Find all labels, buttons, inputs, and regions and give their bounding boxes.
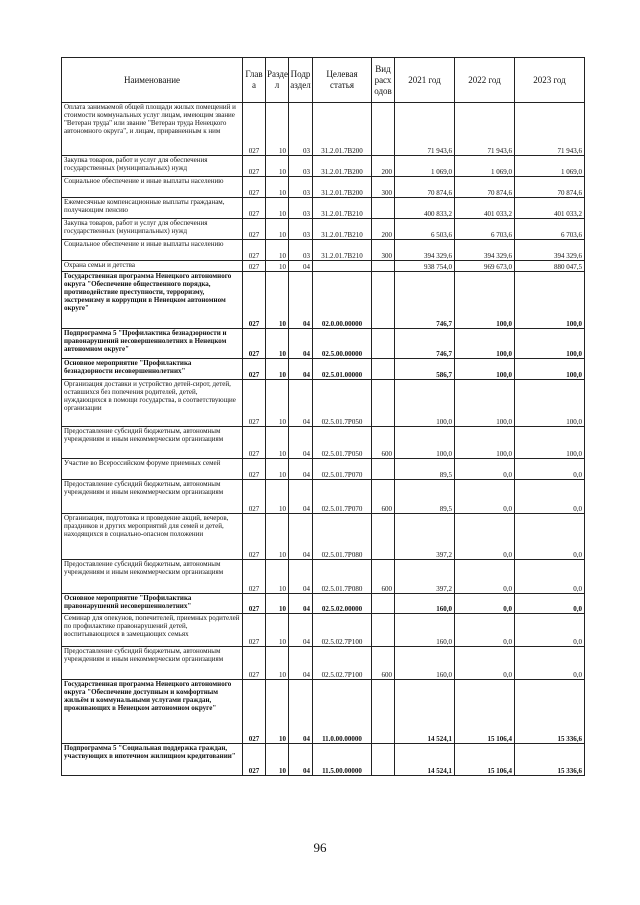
cell-target-article: 31.2.01.7В200 — [313, 177, 372, 198]
cell-amount-2022: 100,0 — [455, 359, 515, 380]
cell-name: Закупка товаров, работ и услуг для обеспечения государственных (муниципальных) нужд — [62, 219, 243, 240]
cell-name: Охрана семьи и детства — [62, 261, 243, 272]
cell-amount-2023: 0,0 — [515, 514, 585, 560]
header-row — [62, 58, 585, 103]
cell-target-article: 02.5.01.7Р070 — [313, 480, 372, 514]
cell-amount-2023: 15 336,6 — [515, 744, 585, 776]
cell-amount-2023: 880 047,5 — [515, 261, 585, 272]
cell-glava: 027 — [243, 240, 266, 261]
cell-podrazdel: 04 — [289, 614, 313, 647]
cell-amount-2023: 0,0 — [515, 459, 585, 480]
cell-name: Семинар для опекунов, попечителей, приемных родителей по профилактике правонарушений детей, воспитывающихся в замещающих семьях — [62, 614, 243, 647]
cell-expense-type: 600 — [372, 427, 395, 459]
cell-podrazdel: 04 — [289, 480, 313, 514]
cell-target-article: 02.5.01.7Р050 — [313, 427, 372, 459]
cell-razdel: 10 — [266, 103, 289, 156]
cell-podrazdel: 04 — [289, 427, 313, 459]
cell-name: Основное мероприятие "Профилактика безнадзорности несовершеннолетних" — [62, 359, 243, 380]
cell-glava: 027 — [243, 459, 266, 480]
cell-amount-2023: 0,0 — [515, 560, 585, 594]
cell-amount-2021: 397,2 — [395, 514, 455, 560]
header-year-2021: 2021 год — [395, 58, 455, 103]
cell-amount-2022: 70 874,6 — [455, 177, 515, 198]
cell-expense-type — [372, 594, 395, 614]
cell-amount-2023: 100,0 — [515, 329, 585, 359]
table-row — [62, 594, 585, 614]
cell-amount-2023: 100,0 — [515, 380, 585, 427]
table-row — [62, 459, 585, 480]
cell-expense-type — [372, 514, 395, 560]
cell-name: Социальное обеспечение и иные выплаты населению — [62, 240, 243, 261]
cell-amount-2021: 160,0 — [395, 614, 455, 647]
cell-amount-2022: 71 943,6 — [455, 103, 515, 156]
cell-podrazdel: 04 — [289, 744, 313, 776]
cell-amount-2022: 100,0 — [455, 329, 515, 359]
cell-amount-2023: 401 033,2 — [515, 198, 585, 219]
cell-amount-2023: 15 336,6 — [515, 680, 585, 744]
cell-expense-type: 600 — [372, 560, 395, 594]
cell-amount-2023: 0,0 — [515, 614, 585, 647]
cell-target-article: 11.5.00.00000 — [313, 744, 372, 776]
cell-podrazdel: 04 — [289, 329, 313, 359]
cell-expense-type — [372, 359, 395, 380]
cell-podrazdel: 04 — [289, 560, 313, 594]
table-row — [62, 329, 585, 359]
cell-amount-2021: 1 069,0 — [395, 156, 455, 177]
cell-name: Оплата занимаемой общей площади жилых помещений и стоимости коммунальных услуг лицам, имеющим звание "Ветеран труда" или звание "Ветеран труда Ненецкого автономного округа", и лицам, приравненным к ним — [62, 103, 243, 156]
cell-expense-type — [372, 272, 395, 329]
cell-razdel: 10 — [266, 427, 289, 459]
cell-amount-2022: 0,0 — [455, 514, 515, 560]
cell-amount-2021: 394 329,6 — [395, 240, 455, 261]
cell-razdel: 10 — [266, 459, 289, 480]
cell-name: Государственная программа Ненецкого автономного округа "Обеспечение доступным и комфортным жильём и коммунальными услугами граждан, проживающих в Ненецком автономном округе" — [62, 680, 243, 744]
cell-glava: 027 — [243, 103, 266, 156]
cell-expense-type — [372, 103, 395, 156]
cell-target-article: 02.5.01.7Р080 — [313, 514, 372, 560]
cell-glava: 027 — [243, 177, 266, 198]
cell-glava: 027 — [243, 156, 266, 177]
cell-razdel: 10 — [266, 514, 289, 560]
cell-name: Предоставление субсидий бюджетным, автономным учреждениям и иным некоммерческим организациям — [62, 647, 243, 680]
table-body — [62, 103, 585, 776]
cell-razdel: 10 — [266, 177, 289, 198]
cell-expense-type: 600 — [372, 480, 395, 514]
table-row — [62, 198, 585, 219]
table-row — [62, 261, 585, 272]
table-row — [62, 177, 585, 198]
cell-razdel: 10 — [266, 594, 289, 614]
cell-target-article: 02.0.00.00000 — [313, 272, 372, 329]
cell-name: Организация доставки и устройство детей-сирот, детей, оставшихся без попечения родителей, детей, нуждающихся в помощи государства, в соответствующие организации — [62, 380, 243, 427]
cell-amount-2021: 397,2 — [395, 560, 455, 594]
table-row — [62, 614, 585, 647]
cell-expense-type — [372, 198, 395, 219]
cell-razdel: 10 — [266, 219, 289, 240]
cell-glava: 027 — [243, 198, 266, 219]
table-row — [62, 380, 585, 427]
cell-amount-2022: 0,0 — [455, 594, 515, 614]
cell-target-article: 02.5.01.7Р070 — [313, 459, 372, 480]
cell-amount-2021: 70 874,6 — [395, 177, 455, 198]
cell-razdel: 10 — [266, 272, 289, 329]
cell-expense-type: 300 — [372, 240, 395, 261]
cell-glava: 027 — [243, 272, 266, 329]
cell-glava: 027 — [243, 614, 266, 647]
cell-glava: 027 — [243, 680, 266, 744]
cell-amount-2021: 160,0 — [395, 647, 455, 680]
cell-razdel: 10 — [266, 560, 289, 594]
cell-expense-type — [372, 380, 395, 427]
cell-glava: 027 — [243, 514, 266, 560]
cell-razdel: 10 — [266, 680, 289, 744]
cell-razdel: 10 — [266, 329, 289, 359]
cell-expense-type — [372, 680, 395, 744]
cell-amount-2023: 71 943,6 — [515, 103, 585, 156]
cell-razdel: 10 — [266, 380, 289, 427]
cell-amount-2022: 100,0 — [455, 427, 515, 459]
header-name: Наименование — [62, 58, 243, 103]
table-row — [62, 103, 585, 156]
page-number: 96 — [313, 840, 327, 855]
cell-razdel: 10 — [266, 240, 289, 261]
table-row — [62, 480, 585, 514]
cell-podrazdel: 03 — [289, 198, 313, 219]
header-target-article: Целевая статья — [313, 58, 372, 103]
table-row — [62, 647, 585, 680]
cell-podrazdel: 04 — [289, 459, 313, 480]
cell-target-article: 31.2.01.7В210 — [313, 219, 372, 240]
cell-razdel: 10 — [266, 261, 289, 272]
cell-name: Предоставление субсидий бюджетным, автономным учреждениям и иным некоммерческим организациям — [62, 427, 243, 459]
cell-glava: 027 — [243, 427, 266, 459]
cell-razdel: 10 — [266, 198, 289, 219]
cell-amount-2023: 1 069,0 — [515, 156, 585, 177]
cell-name: Государственная программа Ненецкого автономного округа "Обеспечение общественного порядка, противодействие преступности, терроризму, экстремизму и коррупции в Ненецком автономном округе" — [62, 272, 243, 329]
cell-podrazdel: 04 — [289, 514, 313, 560]
cell-target-article: 02.5.01.7Р080 — [313, 560, 372, 594]
cell-podrazdel: 04 — [289, 272, 313, 329]
cell-amount-2021: 746,7 — [395, 272, 455, 329]
cell-razdel: 10 — [266, 480, 289, 514]
cell-podrazdel: 03 — [289, 177, 313, 198]
cell-amount-2022: 1 069,0 — [455, 156, 515, 177]
cell-glava: 027 — [243, 380, 266, 427]
cell-podrazdel: 03 — [289, 103, 313, 156]
cell-amount-2023: 0,0 — [515, 594, 585, 614]
cell-target-article: 02.5.02.7Р100 — [313, 647, 372, 680]
cell-amount-2021: 89,5 — [395, 459, 455, 480]
cell-amount-2023: 70 874,6 — [515, 177, 585, 198]
cell-expense-type — [372, 261, 395, 272]
cell-podrazdel: 04 — [289, 647, 313, 680]
cell-amount-2023: 100,0 — [515, 359, 585, 380]
budget-table — [61, 57, 585, 776]
header-year-2022: 2022 год — [455, 58, 515, 103]
cell-razdel: 10 — [266, 647, 289, 680]
cell-amount-2022: 969 673,0 — [455, 261, 515, 272]
table-row — [62, 560, 585, 594]
cell-expense-type — [372, 459, 395, 480]
cell-name: Предоставление субсидий бюджетным, автономным учреждениям и иным некоммерческим организациям — [62, 480, 243, 514]
cell-target-article: 02.5.02.00000 — [313, 594, 372, 614]
cell-amount-2022: 15 106,4 — [455, 680, 515, 744]
cell-razdel: 10 — [266, 744, 289, 776]
table-row — [62, 240, 585, 261]
cell-name: Участие во Всероссийском форуме приемных семей — [62, 459, 243, 480]
cell-name: Подпрограмма 5 "Профилактика безнадзорности и правонарушений несовершеннолетних в Ненецком автономном округе" — [62, 329, 243, 359]
cell-amount-2023: 394 329,6 — [515, 240, 585, 261]
table-row — [62, 272, 585, 329]
cell-target-article — [313, 261, 372, 272]
cell-podrazdel: 04 — [289, 680, 313, 744]
cell-amount-2021: 586,7 — [395, 359, 455, 380]
cell-name: Основное мероприятие "Профилактика правонарушений несовершеннолетних" — [62, 594, 243, 614]
cell-amount-2021: 100,0 — [395, 427, 455, 459]
cell-amount-2022: 100,0 — [455, 272, 515, 329]
cell-glava: 027 — [243, 359, 266, 380]
cell-razdel: 10 — [266, 614, 289, 647]
cell-name: Ежемесячные компенсационные выплаты гражданам, получающим пенсию — [62, 198, 243, 219]
cell-name: Предоставление субсидий бюджетным, автономным учреждениям и иным некоммерческим организациям — [62, 560, 243, 594]
cell-expense-type — [372, 744, 395, 776]
cell-amount-2021: 400 833,2 — [395, 198, 455, 219]
cell-amount-2021: 14 524,1 — [395, 744, 455, 776]
cell-target-article: 11.0.00.00000 — [313, 680, 372, 744]
cell-amount-2022: 6 703,6 — [455, 219, 515, 240]
cell-podrazdel: 04 — [289, 380, 313, 427]
cell-amount-2022: 0,0 — [455, 480, 515, 514]
cell-target-article: 31.2.01.7В200 — [313, 156, 372, 177]
cell-amount-2023: 6 703,6 — [515, 219, 585, 240]
cell-expense-type: 300 — [372, 177, 395, 198]
table-row — [62, 359, 585, 380]
cell-name: Социальное обеспечение и иные выплаты населению — [62, 177, 243, 198]
cell-expense-type: 600 — [372, 647, 395, 680]
cell-amount-2022: 15 106,4 — [455, 744, 515, 776]
cell-amount-2021: 71 943,6 — [395, 103, 455, 156]
header-year-2023: 2023 год — [515, 58, 585, 103]
table-row — [62, 680, 585, 744]
cell-amount-2021: 938 754,0 — [395, 261, 455, 272]
cell-amount-2021: 6 503,6 — [395, 219, 455, 240]
cell-target-article: 02.5.02.7Р100 — [313, 614, 372, 647]
cell-amount-2022: 100,0 — [455, 380, 515, 427]
cell-glava: 027 — [243, 744, 266, 776]
header-glava: Глав а — [243, 58, 266, 103]
cell-glava: 027 — [243, 480, 266, 514]
table-row — [62, 219, 585, 240]
cell-amount-2021: 14 524,1 — [395, 680, 455, 744]
cell-name: Подпрограмма 5 "Социальная поддержка граждан, участвующих в ипотечном жилищном кредитовании" — [62, 744, 243, 776]
header-podrazdel: Подр аздел — [289, 58, 313, 103]
cell-amount-2022: 0,0 — [455, 647, 515, 680]
cell-podrazdel: 04 — [289, 594, 313, 614]
header-expense-type: Вид расх одов — [372, 58, 395, 103]
cell-glava: 027 — [243, 560, 266, 594]
cell-target-article: 31.2.01.7В210 — [313, 198, 372, 219]
cell-podrazdel: 03 — [289, 240, 313, 261]
cell-name: Закупка товаров, работ и услуг для обеспечения государственных (муниципальных) нужд — [62, 156, 243, 177]
cell-amount-2021: 100,0 — [395, 380, 455, 427]
cell-amount-2023: 0,0 — [515, 647, 585, 680]
table-row — [62, 514, 585, 560]
table-row — [62, 156, 585, 177]
cell-target-article: 31.2.01.7В200 — [313, 103, 372, 156]
cell-amount-2022: 394 329,6 — [455, 240, 515, 261]
table-row — [62, 744, 585, 776]
cell-podrazdel: 03 — [289, 156, 313, 177]
cell-razdel: 10 — [266, 156, 289, 177]
cell-target-article: 02.5.01.00000 — [313, 359, 372, 380]
cell-target-article: 02.5.00.00000 — [313, 329, 372, 359]
cell-target-article: 31.2.01.7В210 — [313, 240, 372, 261]
cell-glava: 027 — [243, 594, 266, 614]
cell-razdel: 10 — [266, 359, 289, 380]
cell-amount-2022: 0,0 — [455, 614, 515, 647]
cell-expense-type: 200 — [372, 219, 395, 240]
header-razdel: Разде л — [266, 58, 289, 103]
cell-target-article: 02.5.01.7Р050 — [313, 380, 372, 427]
cell-glava: 027 — [243, 329, 266, 359]
cell-amount-2023: 100,0 — [515, 427, 585, 459]
cell-glava: 027 — [243, 647, 266, 680]
cell-glava: 027 — [243, 219, 266, 240]
cell-podrazdel: 04 — [289, 261, 313, 272]
cell-amount-2022: 0,0 — [455, 459, 515, 480]
cell-amount-2022: 0,0 — [455, 560, 515, 594]
cell-amount-2023: 0,0 — [515, 480, 585, 514]
table-row — [62, 427, 585, 459]
cell-name: Организация, подготовка и проведение акций, вечеров, праздников и других мероприятий для семей и детей, находящихся в социально-опасном положении — [62, 514, 243, 560]
cell-podrazdel: 04 — [289, 359, 313, 380]
cell-glava: 027 — [243, 261, 266, 272]
cell-amount-2022: 401 033,2 — [455, 198, 515, 219]
cell-expense-type — [372, 614, 395, 647]
cell-amount-2021: 89,5 — [395, 480, 455, 514]
cell-amount-2021: 746,7 — [395, 329, 455, 359]
cell-amount-2021: 160,0 — [395, 594, 455, 614]
cell-amount-2023: 100,0 — [515, 272, 585, 329]
cell-expense-type: 200 — [372, 156, 395, 177]
cell-podrazdel: 03 — [289, 219, 313, 240]
cell-expense-type — [372, 329, 395, 359]
